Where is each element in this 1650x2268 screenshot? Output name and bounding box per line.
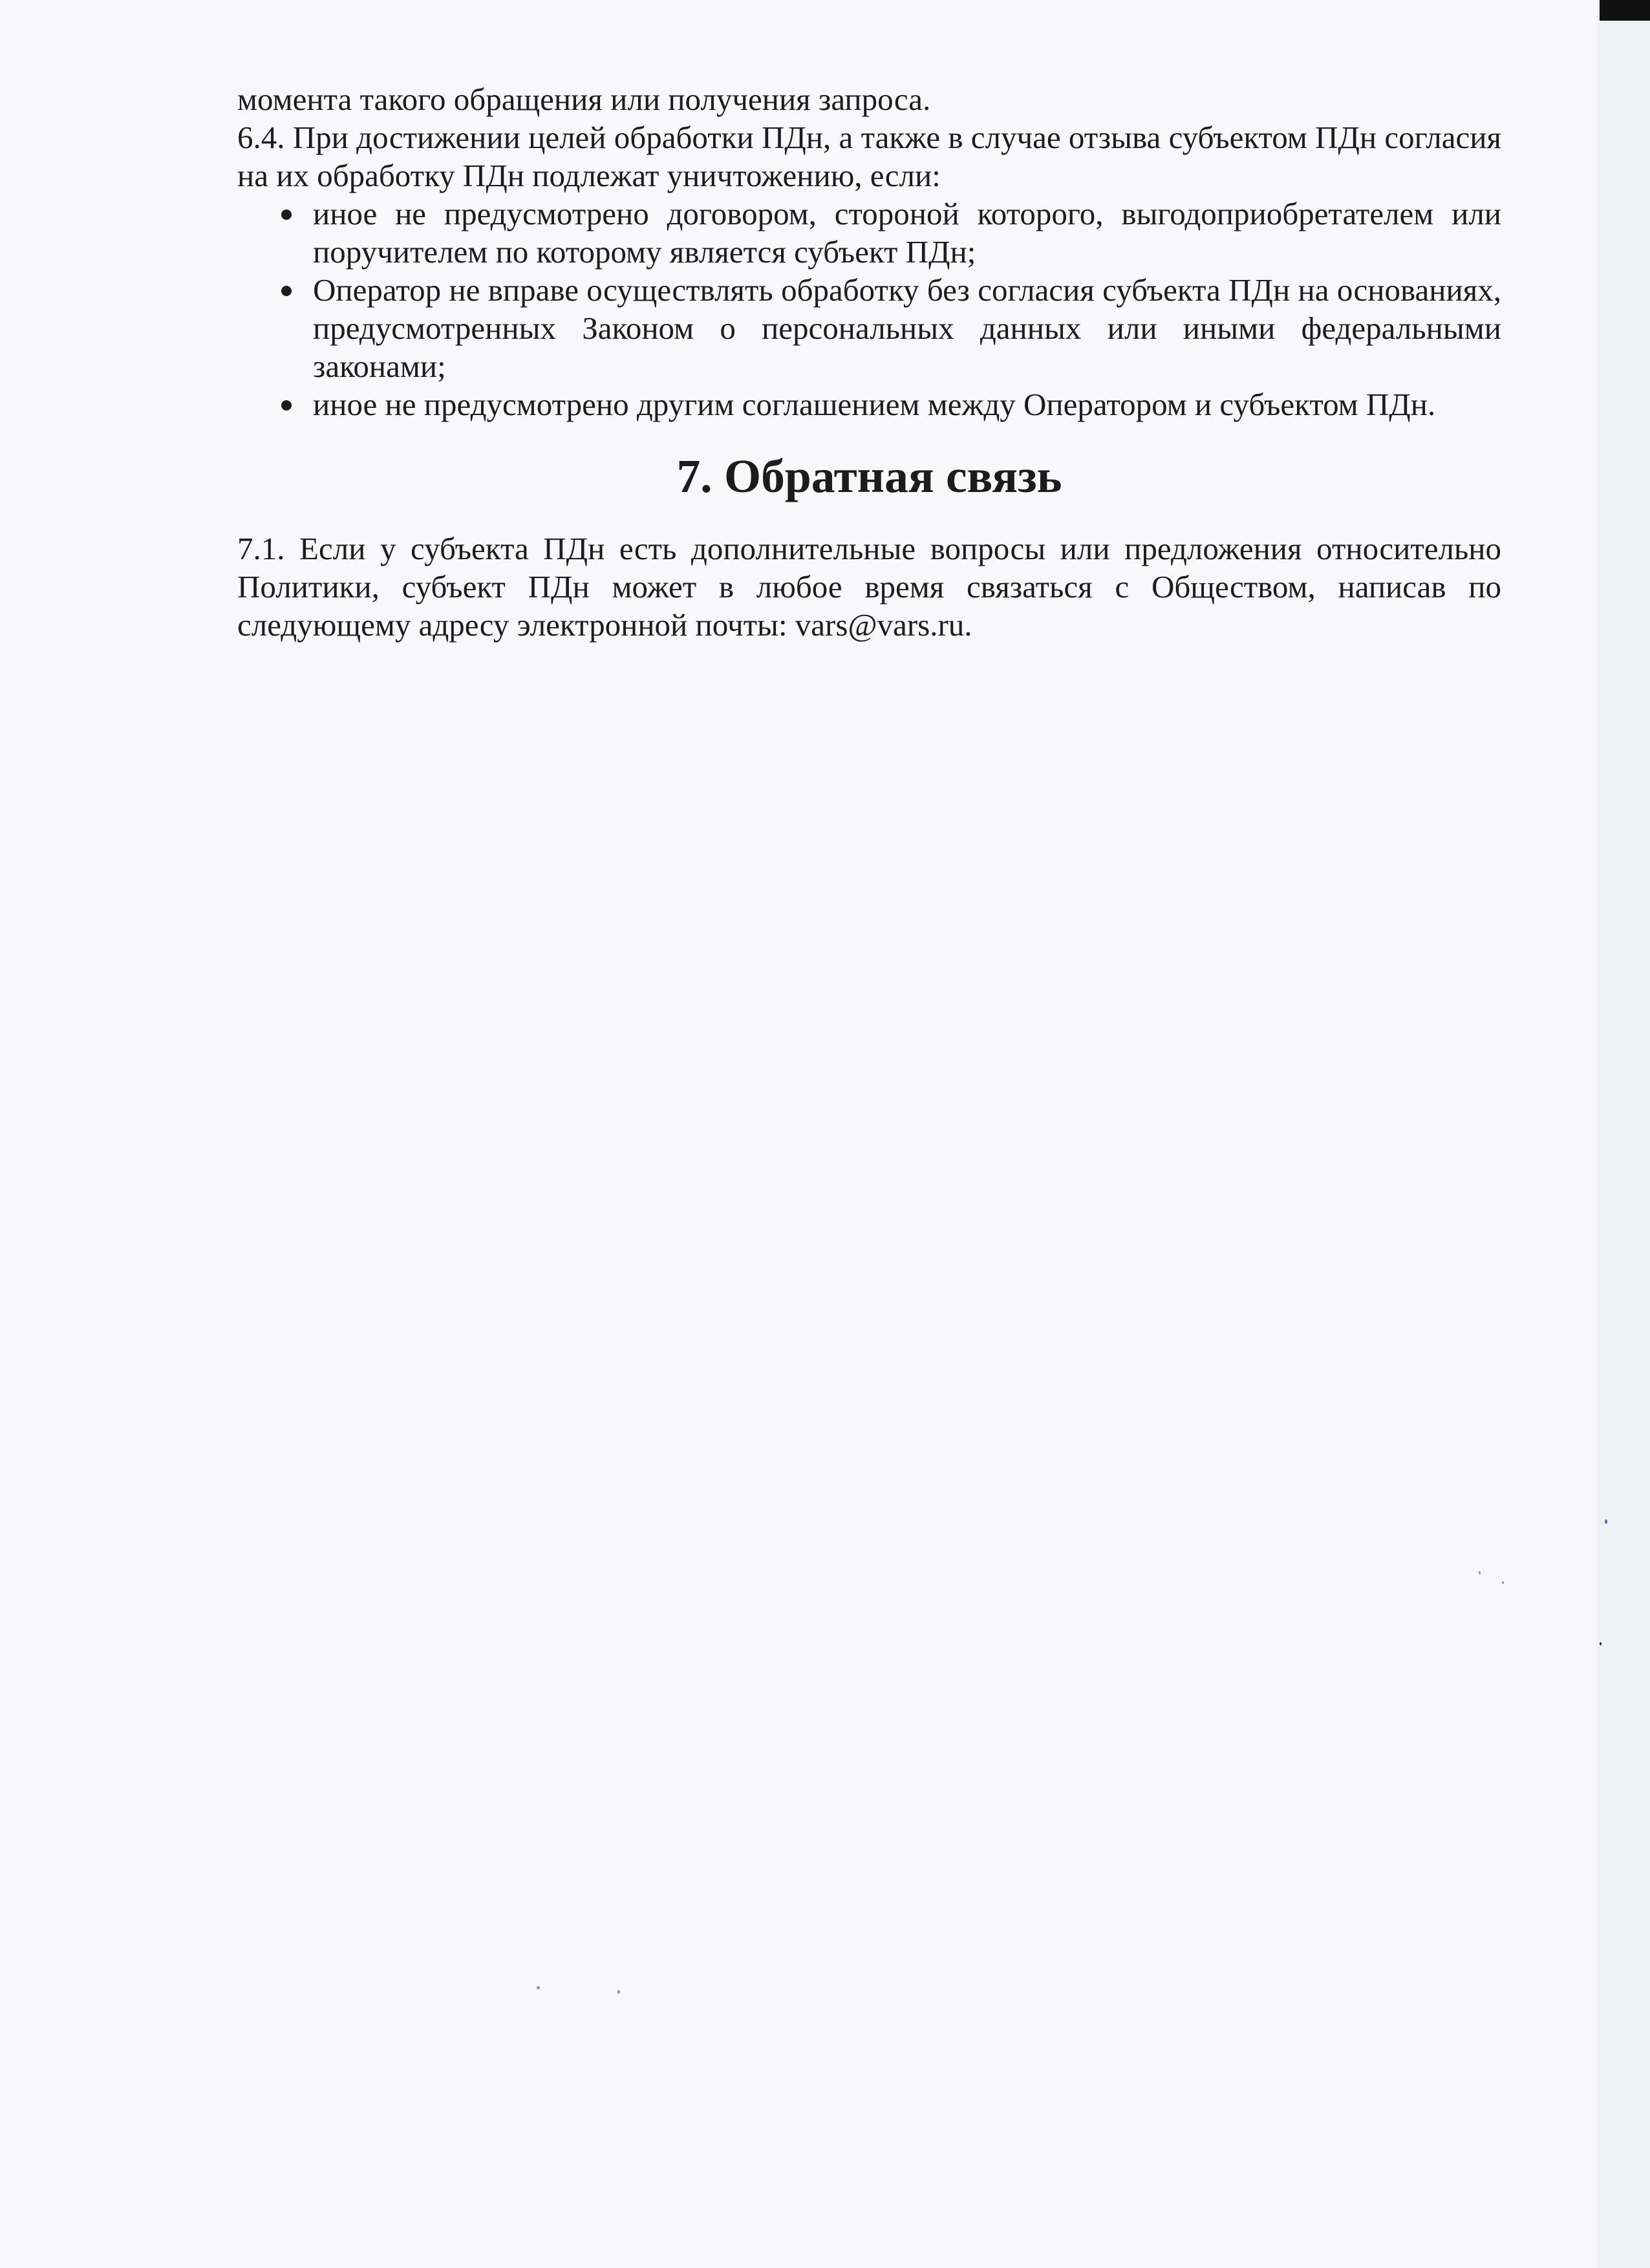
document-body <box>237 80 1501 644</box>
scan-speck <box>1479 1571 1481 1574</box>
paragraph-continuation: момента такого обращения или получения запроса. <box>237 81 931 117</box>
list-item <box>237 271 1501 385</box>
bullet-icon <box>281 286 292 296</box>
scan-speck <box>617 1990 620 1994</box>
section-title: 7. Обратная связь <box>676 450 1062 502</box>
scan-speck <box>1502 1581 1504 1584</box>
list-item-text: Оператор не вправе осуществлять обработку без согласия субъекта ПДн на основаниях, предусмотренных Законом о персональных данных или иными федеральными законами; <box>313 272 1501 384</box>
bullet-icon <box>281 400 292 411</box>
list-item-text: иное не предусмотрено другим соглашением между Оператором и субъектом ПДн. <box>313 387 1436 422</box>
scan-edge-strip <box>1597 0 1650 2268</box>
list-item <box>237 195 1501 271</box>
list-item-text: иное не предусмотрено договором, стороной которого, выгодоприобретателем или поручителем по которому является субъект ПДн; <box>313 196 1501 270</box>
list-item <box>237 385 1501 423</box>
paragraph-7-1: 7.1. Если у субъекта ПДн есть дополнительные вопросы или предложения относительно Политики, субъект ПДн может в любое время связаться с Обществом, написав по следующему адресу электронной почты: vars@vars.ru. <box>237 531 1501 643</box>
scan-speck <box>1605 1519 1607 1524</box>
paragraph-6-4: 6.4. При достижении целей обработки ПДн, а также в случае отзыва субъектом ПДн согласия на их обработку ПДн подлежат уничтожению, если: <box>237 120 1501 193</box>
scan-speck <box>1600 1642 1602 1645</box>
conditions-list <box>237 195 1501 423</box>
scan-corner-mark <box>1600 0 1650 21</box>
scan-speck <box>537 1986 540 1989</box>
bullet-icon <box>281 209 292 220</box>
